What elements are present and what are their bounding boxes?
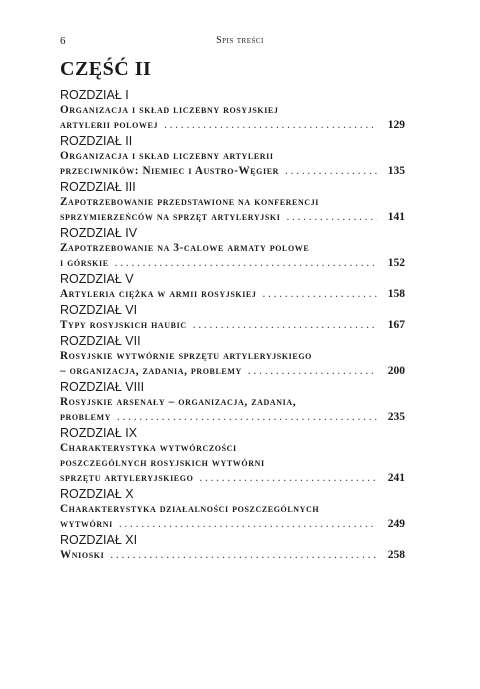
chapter-label: ROZDZIAŁ XI [60, 533, 138, 547]
chapter-title-text: sprzymierzeńców na sprzęt artyleryjski [60, 211, 281, 223]
chapter-title-last-line [60, 548, 405, 563]
chapter-title-last-line [60, 210, 405, 225]
chapter-label: ROZDZIAŁ IV [60, 226, 138, 240]
chapter-label: ROZDZIAŁ X [60, 487, 134, 501]
chapter-title-last-line [60, 471, 405, 486]
toc-entry [60, 486, 405, 532]
chapter-label: ROZDZIAŁ VII [60, 334, 141, 348]
chapter-title-text: – organizacja, zadania, problemy [60, 365, 242, 377]
chapter-title-text: Artyleria ciężka w armii rosyjskiej [60, 288, 257, 300]
chapter-title-last-line [60, 318, 405, 333]
page-ref: 200 [387, 365, 405, 377]
chapter-label: ROZDZIAŁ I [60, 88, 129, 102]
chapter-title-text: Typy rosyjskich haubic [60, 319, 187, 331]
chapter-title-last-line [60, 287, 405, 302]
page-ref: 135 [387, 165, 405, 177]
chapter-title-last-line [60, 256, 405, 271]
dot-leader [285, 164, 377, 179]
chapter-list [60, 87, 405, 563]
toc-entry [60, 87, 405, 133]
chapter-title-line: Rosyjskie arsenały – organizacja, zadania, [60, 396, 297, 408]
toc-entry [60, 333, 405, 379]
chapter-label: ROZDZIAŁ IX [60, 426, 138, 440]
page-ref: 129 [387, 119, 405, 131]
toc-entry [60, 225, 405, 271]
dot-leader [164, 118, 377, 133]
dot-leader [117, 410, 377, 425]
chapter-title-text: Wnioski [60, 549, 105, 561]
chapter-title-text: artylerii polowej [60, 119, 159, 131]
chapter-label: ROZDZIAŁ VI [60, 303, 138, 317]
page-ref: 249 [387, 518, 405, 530]
toc-entry [60, 271, 405, 302]
chapter-title-text: sprzętu artyleryjskiego [60, 472, 194, 484]
chapter-title-line: Rosyjskie wytwórnie sprzętu artyleryjskiego [60, 350, 312, 362]
chapter-title-last-line [60, 364, 405, 379]
running-head: Spis treści [216, 35, 264, 46]
dot-leader [248, 364, 377, 379]
dot-leader [110, 548, 377, 563]
dot-leader [286, 210, 377, 225]
chapter-title-text: problemy [60, 411, 112, 423]
chapter-label: ROZDZIAŁ V [60, 272, 134, 286]
chapter-title-text: wytwórni [60, 518, 113, 530]
chapter-title-line: poszczególnych rosyjskich wytwórni [60, 457, 265, 469]
chapter-title-last-line [60, 517, 405, 532]
dot-leader [115, 256, 377, 271]
page-ref: 258 [387, 549, 405, 561]
table-of-contents [60, 58, 405, 563]
toc-entry [60, 532, 405, 563]
chapter-label: ROZDZIAŁ VIII [60, 380, 145, 394]
page-number: 6 [60, 35, 66, 47]
toc-entry [60, 425, 405, 486]
page-ref: 241 [387, 472, 405, 484]
chapter-title-text: i górskie [60, 257, 109, 269]
page-ref: 167 [387, 319, 405, 331]
chapter-title-line: Charakterystyka wytwórczości [60, 442, 237, 454]
chapter-label: ROZDZIAŁ III [60, 180, 136, 194]
dot-leader [193, 318, 377, 333]
page-ref: 235 [387, 411, 405, 423]
chapter-title-line: Charakterystyka działalności poszczególnych [60, 503, 320, 515]
toc-entry [60, 179, 405, 225]
chapter-title-text: przeciwników: Niemiec i Austro-Węgier [60, 165, 280, 177]
toc-entry [60, 133, 405, 179]
chapter-title-line: Zapotrzebowanie przedstawione na konferencji [60, 196, 320, 208]
chapter-title-line: Zapotrzebowanie na 3-calowe armaty polowe [60, 242, 310, 254]
dot-leader [262, 287, 377, 302]
chapter-title-line: Organizacja i skład liczebny rosyjskiej [60, 104, 279, 116]
chapter-title-last-line [60, 118, 405, 133]
page-ref: 141 [387, 211, 405, 223]
toc-entry [60, 302, 405, 333]
chapter-title-line: Organizacja i skład liczebny artylerii [60, 150, 274, 162]
page-ref: 152 [387, 257, 405, 269]
chapter-title-last-line [60, 164, 405, 179]
dot-leader [119, 517, 377, 532]
chapter-title-last-line [60, 410, 405, 425]
toc-entry [60, 379, 405, 425]
dot-leader [199, 471, 377, 486]
chapter-label: ROZDZIAŁ II [60, 134, 133, 148]
part-title: CZĘŚĆ II [60, 58, 152, 80]
page-ref: 158 [387, 288, 405, 300]
